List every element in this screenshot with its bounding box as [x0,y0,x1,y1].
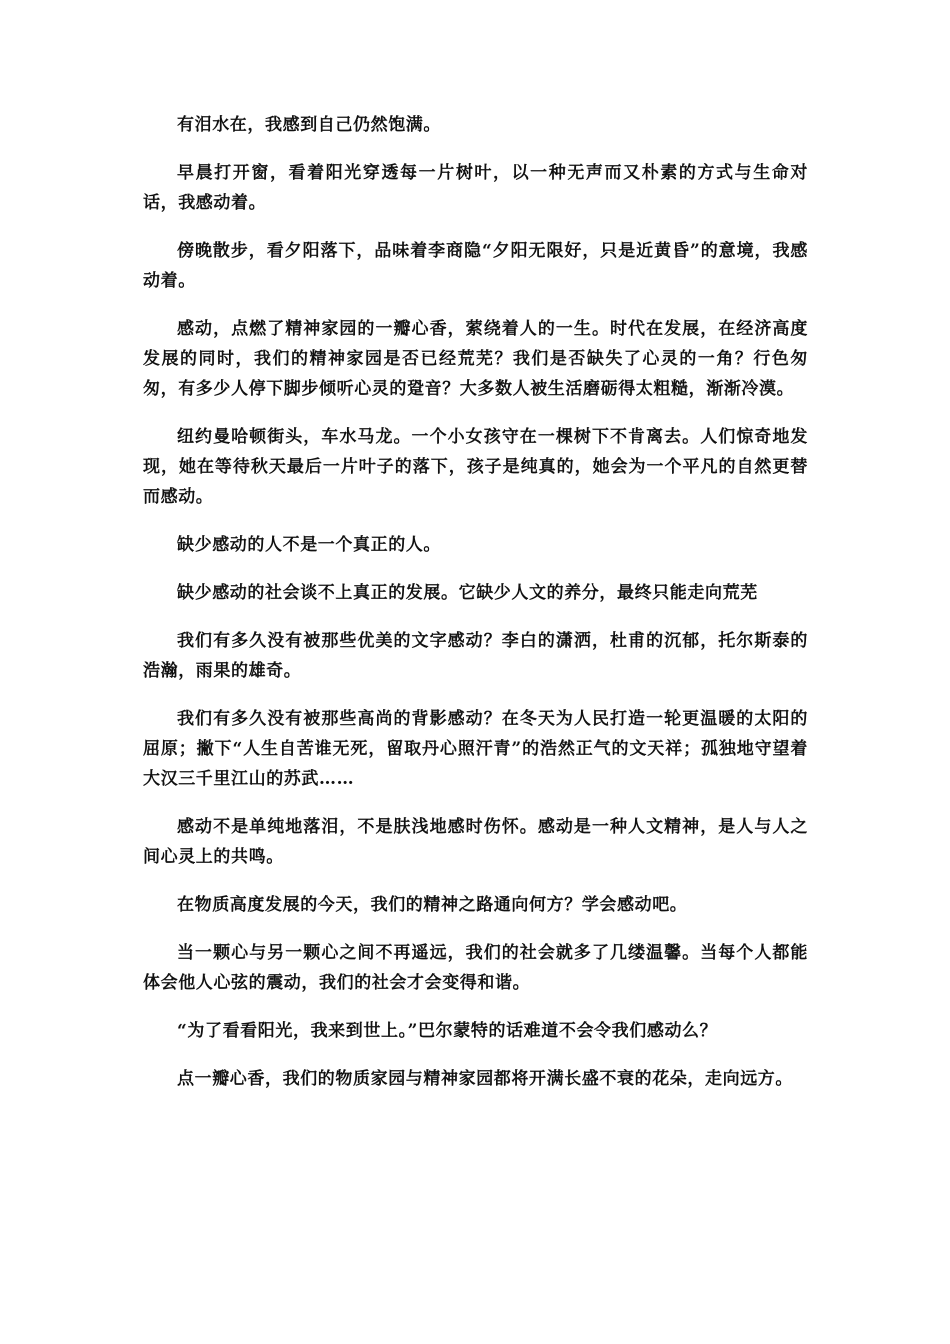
paragraph-2: 早晨打开窗，看着阳光穿透每一片树叶，以一种无声而又朴素的方式与生命对话，我感动着。 [143,163,808,213]
paragraph-5: 纽约曼哈顿街头，车水马龙。一个小女孩守在一棵树下不肯离去。人们惊奇地发现，她在等待秋天最后一片叶子的落下，孩子是纯真的，她会为一个平凡的自然更替而感动。 [143,427,808,507]
paragraph-6: 缺少感动的人不是一个真正的人。 [177,535,441,555]
paragraph-14: 点一瓣心香，我们的物质家园与精神家园都将开满长盛不衰的花朵，走向远方。 [177,1069,793,1089]
paragraph-12: 当一颗心与另一颗心之间不再遥远，我们的社会就多了几缕温馨。当每个人都能体会他人心弦的震动，我们的社会才会变得和谐。 [143,943,808,993]
paragraph-7: 缺少感动的社会谈不上真正的发展。它缺少人文的养分，最终只能走向荒芜 [177,583,758,603]
paragraph-11: 在物质高度发展的今天，我们的精神之路通向何方？学会感动吧。 [177,895,688,915]
paragraph-10: 感动不是单纯地落泪，不是肤浅地感时伤怀。感动是一种人文精神，是人与人之间心灵上的共鸣。 [143,817,808,867]
paragraph-8: 我们有多久没有被那些优美的文字感动？李白的潇洒，杜甫的沉郁，托尔斯泰的浩瀚，雨果的雄奇。 [143,631,808,681]
paragraph-9: 我们有多久没有被那些高尚的背影感动？在冬天为人民打造一轮更温暖的太阳的屈原；撇下“人生自苦谁无死，留取丹心照汗青”的浩然正气的文天祥；孤独地守望着大汉三千里江山的苏武…… [143,709,808,789]
paragraph-3: 傍晚散步，看夕阳落下，品味着李商隐“夕阳无限好，只是近黄昏”的意境，我感动着。 [143,241,808,291]
paragraph-13: “为了看看阳光，我来到世上。”巴尔蒙特的话难道不会令我们感动么？ [177,1021,718,1041]
document-body [143,110,808,1112]
paragraph-4: 感动，点燃了精神家园的一瓣心香，萦绕着人的一生。时代在发展，在经济高度发展的同时，我们的精神家园是否已经荒芜？我们是否缺失了心灵的一角？行色匆匆，有多少人停下脚步倾听心灵的跫音？大多数人被生活磨砺得太粗糙，渐渐冷漠。 [143,319,808,399]
paragraph-1: 有泪水在，我感到自己仍然饱满。 [177,115,441,135]
